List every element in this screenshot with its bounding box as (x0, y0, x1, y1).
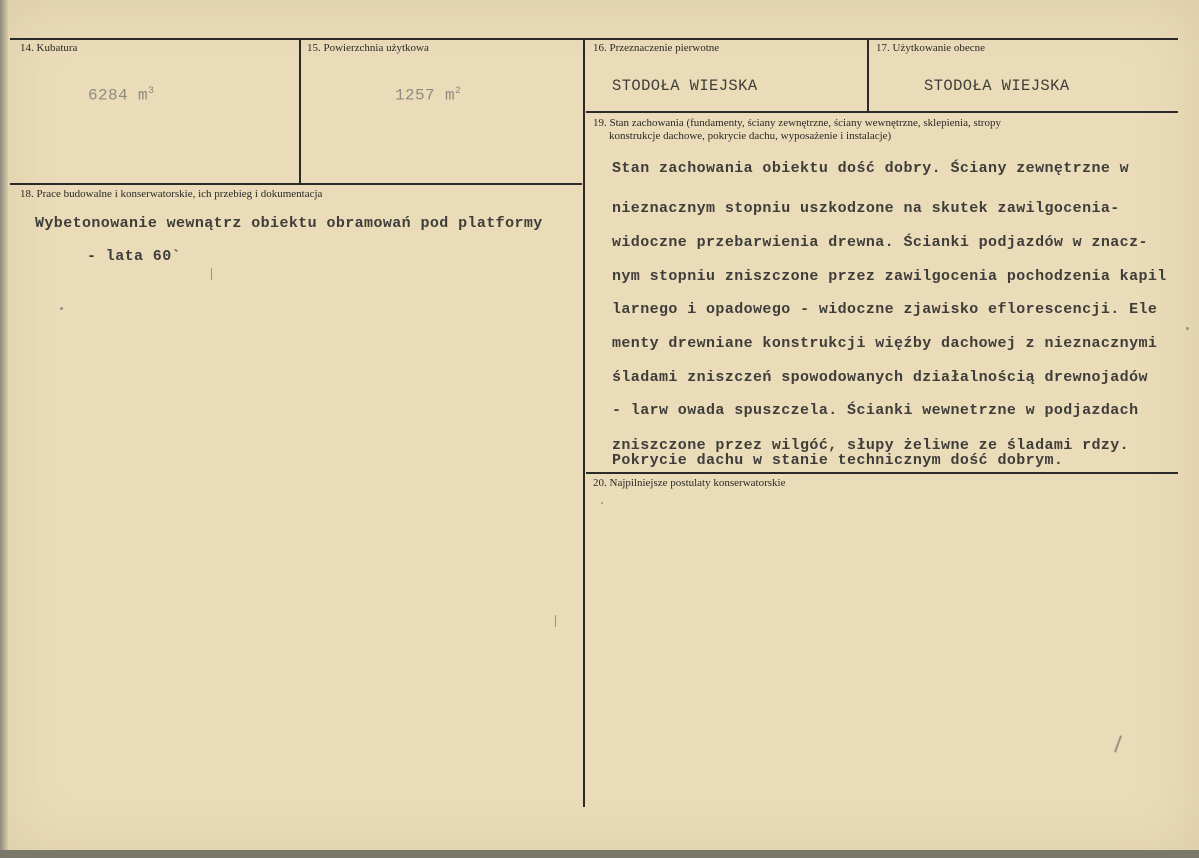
card-left-edge (0, 0, 8, 858)
field-19-line-7: śladami zniszczeń spowodowanych działalnością drewnojadów (612, 369, 1148, 386)
field-19-line-10: Pokrycie dachu w stanie technicznym dość dobrym. (612, 452, 1064, 469)
field-19-line-2: nieznacznym stopniu uszkodzone na skutek zawilgocenia- (612, 200, 1120, 217)
field-16-value: STODOŁA WIEJSKA (612, 77, 758, 95)
field-19-line-1: Stan zachowania obiektu dość dobry. Ściany zewnętrzne w (612, 160, 1130, 177)
field-19-line-9: zniszczone przez wilgóć, słupy żeliwne ze śladami rdzy. (612, 437, 1130, 454)
divider-16-17 (867, 39, 869, 112)
field-17-value: STODOŁA WIEJSKA (924, 77, 1070, 95)
rule-row1-left (10, 183, 582, 185)
paper-speck (211, 268, 212, 280)
field-19-label-line-1: 19. Stan zachowania (fundamenty, ściany zewnętrzne, ściany wewnętrzne, sklepienia, stropy (593, 117, 1001, 129)
paper-speck (60, 307, 63, 310)
field-19-line-3: widoczne przebarwienia drewna. Ścianki podjazdów w znacz- (612, 234, 1148, 251)
kubatura-unit-exp: 3 (148, 86, 155, 97)
kubatura-value: 6284 m (88, 86, 149, 105)
field-19-line-6: menty drewniane konstrukcji więźby dachowej z nieznacznymi (612, 335, 1158, 352)
field-19-label-line-2: konstrukcje dachowe, pokrycie dachu, wyposażenie i instalacje) (609, 130, 892, 142)
rule-section20 (586, 472, 1178, 474)
top-rule (10, 38, 1178, 40)
field-19-line-8: - larw owada spuszczela. Ścianki wewnetrzne w podjazdach (612, 402, 1139, 419)
rule-row1-right (586, 111, 1178, 113)
area-unit-exp: 2 (455, 86, 462, 97)
field-14-label: 14. Kubatura (20, 42, 78, 54)
card-bottom-edge (0, 850, 1199, 858)
paper-speck (555, 615, 556, 627)
field-18-line-1: Wybetonowanie wewnątrz obiektu obramowań pod platformy (35, 215, 543, 232)
field-17-label: 17. Użytkowanie obecne (876, 42, 986, 54)
field-16-label: 16. Przeznaczenie pierwotne (593, 42, 720, 54)
paper-speck (1186, 327, 1189, 330)
paper-speck (1114, 735, 1122, 753)
field-14-value (88, 86, 154, 104)
field-18-label: 18. Prace budowalne i konserwatorskie, ich przebieg i dokumentacja (20, 188, 323, 200)
field-19-line-5: larnego i opadowego - widoczne zjawisko eflorescencji. Ele (612, 301, 1158, 318)
divider-14-15 (299, 39, 301, 184)
area-value: 1257 m (395, 86, 456, 105)
field-19-line-4: nym stopniu zniszczone przez zawilgocenia pochodzenia kapil (612, 268, 1167, 285)
field-15-label: 15. Powierzchnia użytkowa (307, 42, 429, 54)
paper-speck (601, 502, 603, 504)
field-20-label: 20. Najpilniejsze postulaty konserwatorskie (593, 477, 786, 489)
field-15-value (395, 86, 461, 104)
divider-center (583, 39, 585, 807)
field-18-line-2: - lata 60` (87, 248, 182, 265)
